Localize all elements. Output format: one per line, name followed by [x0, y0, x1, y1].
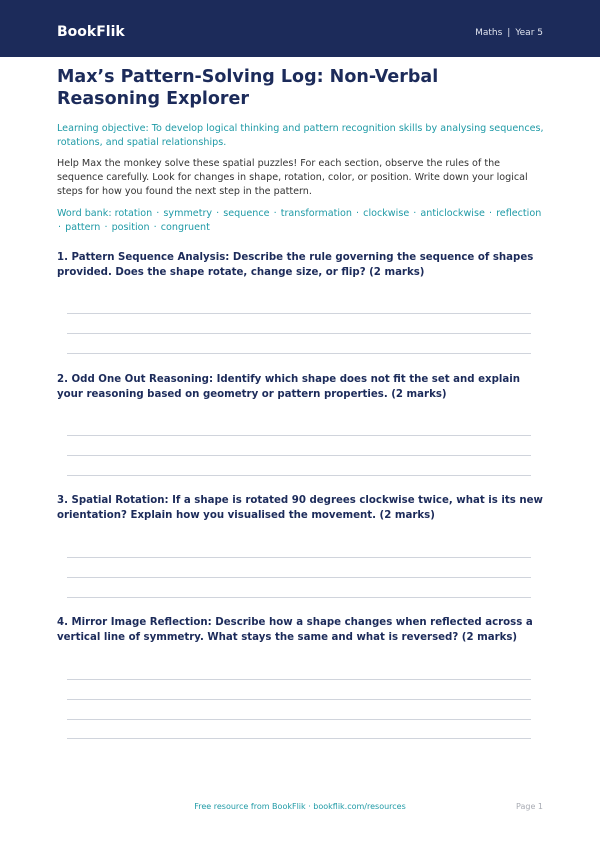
answer-line[interactable] — [67, 455, 531, 456]
question-2-heading: 2. Odd One Out Reasoning: Identify which shape does not fit the set and explain your reasoning based on geometry or pattern properties. (2 marks) — [57, 374, 521, 400]
answer-line[interactable] — [67, 333, 531, 334]
footer-resource-link[interactable]: Free resource from BookFlik · bookflik.com/resources — [194, 802, 406, 811]
answer-line[interactable] — [67, 679, 531, 680]
word-bank-word: anticlockwise — [420, 208, 485, 219]
worksheet-title: Max’s Pattern-Solving Log: Non-Verbal Reasoning Explorer — [57, 67, 439, 109]
word-bank-word: rotation — [114, 208, 153, 219]
question-4-heading: 4. Mirror Image Reflection: Describe how a shape changes when reflected across a vertical line of symmetry. What stays the same and what is reversed? (2 marks) — [57, 617, 533, 643]
word-bank-word: clockwise — [363, 208, 410, 219]
word-separator: · — [104, 221, 108, 233]
meta-separator: | — [507, 28, 511, 38]
answer-line[interactable] — [67, 353, 531, 354]
word-separator: · — [216, 208, 220, 219]
word-separator: · — [58, 221, 62, 233]
answer-line[interactable] — [67, 313, 531, 314]
answer-line[interactable] — [67, 577, 531, 578]
word-bank-word: symmetry — [163, 208, 213, 219]
word-separator: · — [156, 208, 160, 219]
word-bank-label: Word bank: — [57, 208, 112, 219]
word-bank — [57, 207, 547, 234]
word-bank-word: pattern — [65, 221, 101, 233]
page-header — [0, 0, 600, 57]
word-separator: · — [356, 208, 360, 219]
question-1-heading: 1. Pattern Sequence Analysis: Describe the rule governing the sequence of shapes provided. Does the shape rotate, change size, or flip? (2 marks) — [57, 252, 534, 278]
page-number: Page 1 — [516, 802, 543, 811]
answer-line[interactable] — [67, 719, 531, 720]
word-bank-word: reflection — [496, 208, 542, 219]
word-separator: · — [488, 208, 492, 219]
word-separator: · — [153, 221, 157, 233]
answer-line[interactable] — [67, 435, 531, 436]
brand-logo-text: BookFlik — [57, 24, 125, 40]
subject-year-label — [475, 27, 543, 39]
word-bank-word: congruent — [160, 221, 210, 233]
answer-line[interactable] — [67, 738, 531, 739]
answer-line[interactable] — [67, 699, 531, 700]
word-bank-word: position — [111, 221, 150, 233]
answer-line[interactable] — [67, 557, 531, 558]
word-bank-word: transformation — [280, 208, 352, 219]
word-separator: · — [413, 208, 417, 219]
answer-line[interactable] — [67, 475, 531, 476]
answer-line[interactable] — [67, 597, 531, 598]
word-bank-word: sequence — [223, 208, 270, 219]
year-label: Year 5 — [515, 28, 543, 38]
question-3-heading: 3. Spatial Rotation: If a shape is rotated 90 degrees clockwise twice, what is its new orientation? Explain how you visualised the movement. (2 marks) — [57, 495, 543, 521]
intro-paragraph: Help Max the monkey solve these spatial puzzles! For each section, observe the rules of the sequence carefully. Look for changes in shape, rotation, color, or position. Write down your logical steps for how you found the next step in the pattern. — [57, 158, 528, 197]
subject-label: Maths — [475, 28, 503, 38]
word-separator: · — [273, 208, 277, 219]
learning-objective: Learning objective: To develop logical thinking and pattern recognition skills by analysing sequences, rotations, and spatial relationships. — [57, 123, 544, 148]
